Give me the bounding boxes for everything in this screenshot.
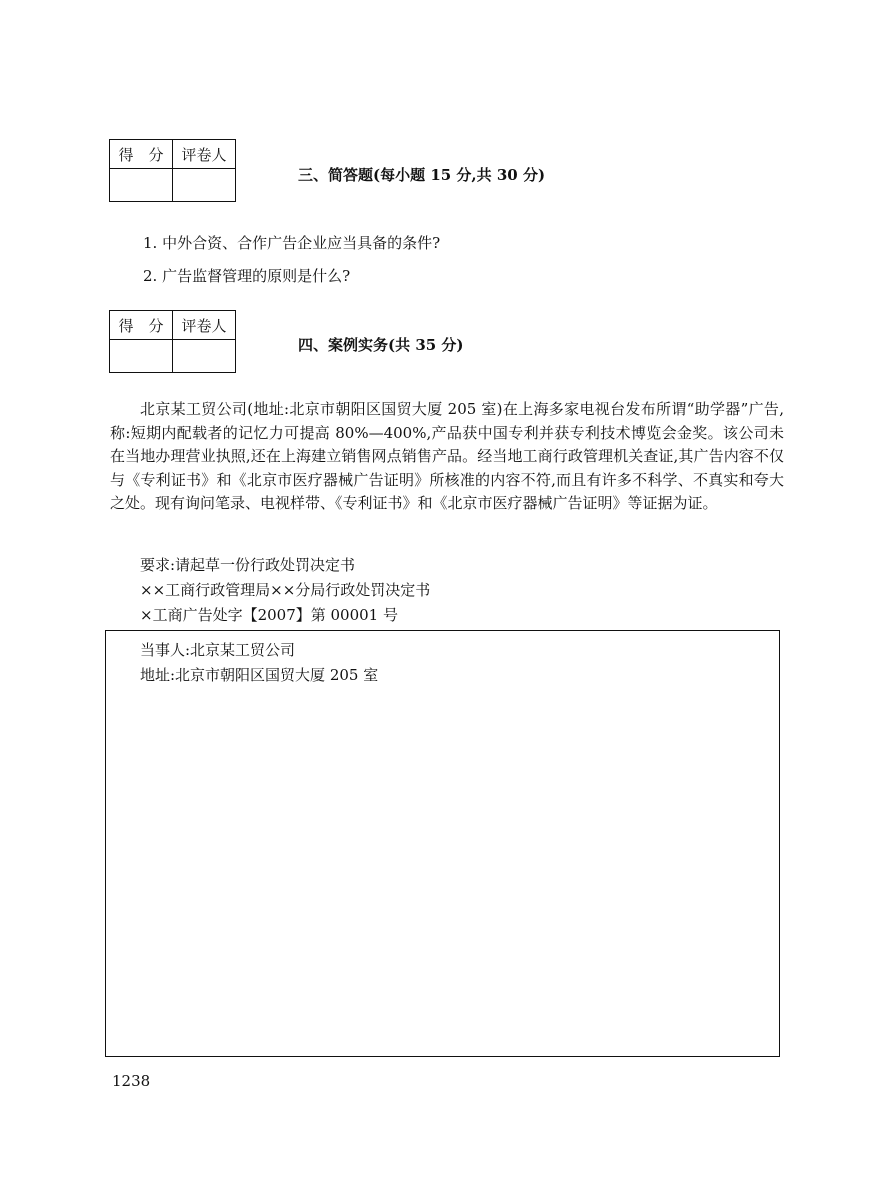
score-table-2 xyxy=(109,310,236,373)
grader-cell[interactable] xyxy=(173,340,236,373)
requirement: 要求:请起草一份行政处罚决定书 xyxy=(140,556,356,574)
case-text: 北京某工贸公司(地址:北京市朝阳区国贸大厦 205 室)在上海多家电视台发布所谓“助学器”广告,称:短期内配载者的记忆力可提高 80%—400%,产品获中国专利并获专利技术博览会金奖。该公司未在当地办理营业执照,还在上海建立销售网点销售产品。经当地工商行政管理机关查证,其广告内容不仅与《专利证书》和《北京市医疗器械广告证明》所核准的内容不符,而且有许多不科学、不真实和夸大之处。现有询问笔录、电视样带、《专利证书》和《北京市医疗器械广告证明》等证据为证。 xyxy=(110,400,784,512)
address-line: 地址:北京市朝阳区国贸大厦 205 室 xyxy=(140,666,379,684)
answer-box[interactable] xyxy=(105,630,780,1057)
section-3-heading: 三、简答题(每小题 15 分,共 30 分) xyxy=(298,166,546,184)
score-label: 得 分 xyxy=(110,140,173,169)
score-label: 得 分 xyxy=(110,311,173,340)
decision-doc-title: ××工商行政管理局××分局行政处罚决定书 xyxy=(140,581,431,599)
score-cell[interactable] xyxy=(110,169,173,202)
grader-cell[interactable] xyxy=(173,169,236,202)
question-1: 1. 中外合资、合作广告企业应当具备的条件? xyxy=(143,234,441,252)
page-number: 1238 xyxy=(112,1072,151,1090)
party-line: 当事人:北京某工贸公司 xyxy=(140,641,296,659)
section-4-heading: 四、案例实务(共 35 分) xyxy=(298,336,464,354)
question-2: 2. 广告监督管理的原则是什么? xyxy=(143,267,351,285)
score-cell[interactable] xyxy=(110,340,173,373)
decision-doc-number: ×工商广告处字【2007】第 00001 号 xyxy=(140,606,398,624)
score-table-1 xyxy=(109,139,236,202)
grader-label: 评卷人 xyxy=(173,311,236,340)
grader-label: 评卷人 xyxy=(173,140,236,169)
